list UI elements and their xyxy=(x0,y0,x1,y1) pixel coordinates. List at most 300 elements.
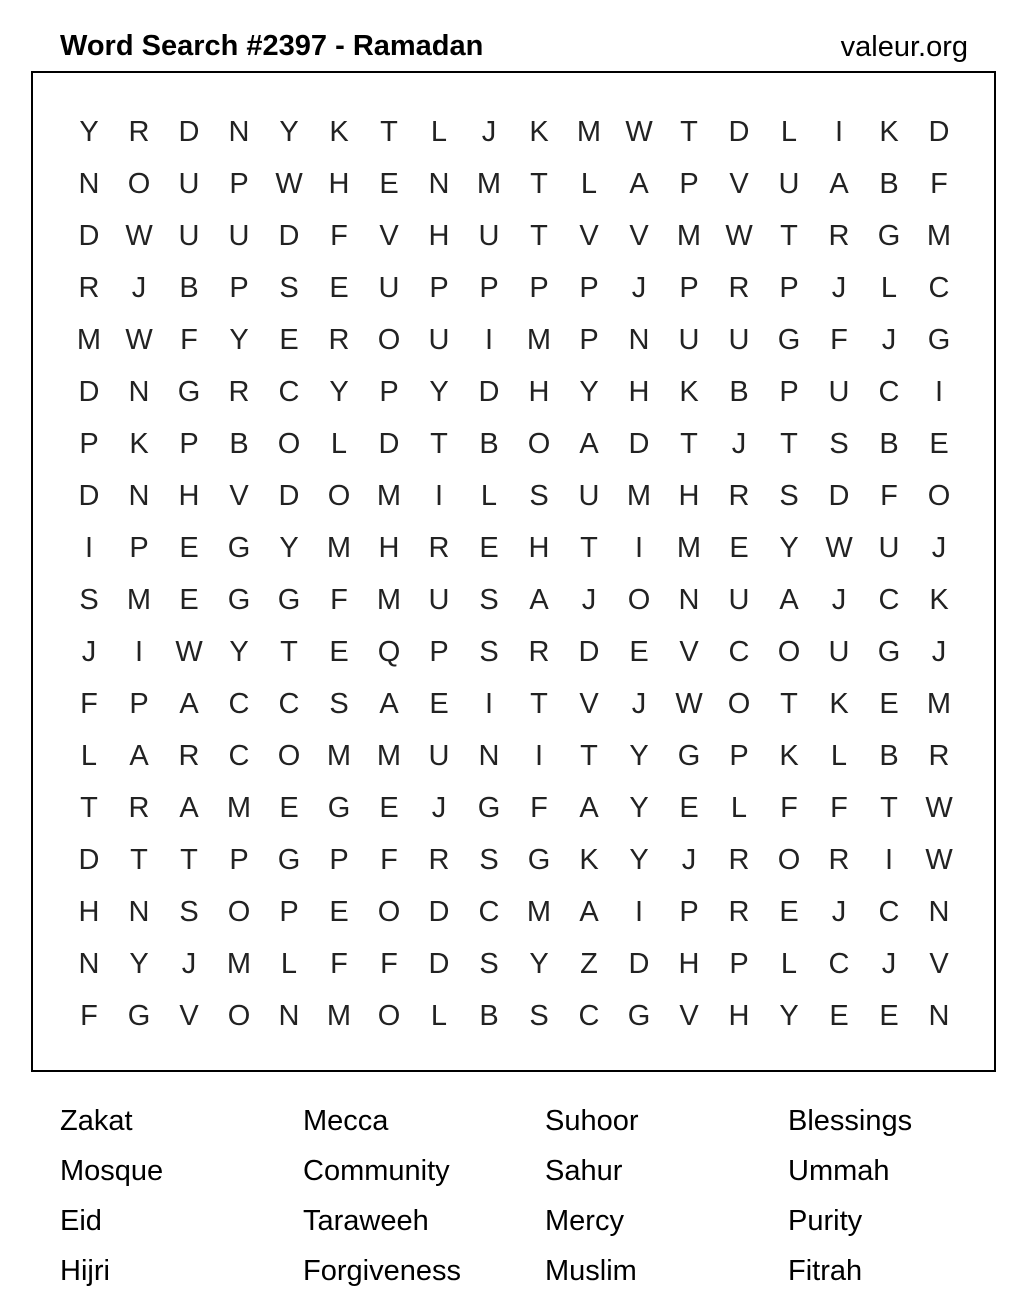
grid-cell[interactable]: F xyxy=(330,220,348,252)
grid-cell[interactable]: Y xyxy=(129,948,149,980)
grid-cell[interactable]: R xyxy=(228,376,250,408)
grid-cell[interactable]: C xyxy=(578,1000,600,1032)
grid-cell[interactable]: T xyxy=(580,532,598,564)
grid-cell[interactable]: K xyxy=(529,116,549,148)
grid-cell[interactable]: O xyxy=(927,480,951,512)
grid-cell[interactable]: Y xyxy=(779,1000,799,1032)
grid-cell[interactable]: S xyxy=(529,480,549,512)
grid-cell[interactable]: F xyxy=(830,792,848,824)
grid-cell[interactable]: W xyxy=(925,792,953,824)
grid-cell[interactable]: M xyxy=(76,324,102,356)
grid-cell[interactable]: W xyxy=(175,636,203,668)
grid-cell[interactable]: L xyxy=(330,428,348,460)
grid-cell[interactable]: G xyxy=(277,584,301,616)
grid-cell[interactable]: C xyxy=(878,896,900,928)
grid-cell[interactable]: E xyxy=(329,896,349,928)
grid-cell[interactable]: F xyxy=(530,792,548,824)
grid-cell[interactable]: R xyxy=(428,844,450,876)
grid-cell[interactable]: N xyxy=(228,116,250,148)
grid-cell[interactable]: S xyxy=(179,896,199,928)
grid-cell[interactable]: N xyxy=(278,1000,300,1032)
grid-cell[interactable]: K xyxy=(929,584,949,616)
grid-cell[interactable]: R xyxy=(528,636,550,668)
grid-cell[interactable]: Y xyxy=(229,324,249,356)
grid-cell[interactable]: L xyxy=(280,948,298,980)
grid-cell[interactable]: H xyxy=(328,168,350,200)
grid-cell[interactable]: C xyxy=(728,636,750,668)
grid-cell[interactable]: O xyxy=(277,740,301,772)
grid-cell[interactable]: C xyxy=(878,376,900,408)
grid-cell[interactable]: O xyxy=(627,584,651,616)
grid-cell[interactable]: J xyxy=(81,636,97,668)
grid-cell[interactable]: S xyxy=(329,688,349,720)
grid-cell[interactable]: U xyxy=(778,168,800,200)
grid-cell[interactable]: E xyxy=(779,896,799,928)
grid-cell[interactable]: T xyxy=(780,428,798,460)
grid-cell[interactable]: J xyxy=(681,844,697,876)
grid-cell[interactable]: W xyxy=(275,168,303,200)
grid-cell[interactable]: V xyxy=(179,1000,199,1032)
grid-cell[interactable]: I xyxy=(84,532,94,564)
grid-cell[interactable]: D xyxy=(278,480,300,512)
grid-cell[interactable]: P xyxy=(429,636,449,668)
grid-cell[interactable]: W xyxy=(125,324,153,356)
grid-cell[interactable]: G xyxy=(777,324,801,356)
grid-cell[interactable]: B xyxy=(229,428,249,460)
grid-cell[interactable]: J xyxy=(831,272,847,304)
grid-cell[interactable]: Q xyxy=(377,636,401,668)
grid-cell[interactable]: D xyxy=(478,376,500,408)
grid-cell[interactable]: K xyxy=(579,844,599,876)
grid-cell[interactable]: F xyxy=(380,844,398,876)
grid-cell[interactable]: N xyxy=(478,740,500,772)
grid-cell[interactable]: D xyxy=(78,376,100,408)
grid-cell[interactable]: O xyxy=(777,636,801,668)
grid-cell[interactable]: P xyxy=(579,272,599,304)
grid-cell[interactable]: A xyxy=(379,688,399,720)
grid-cell[interactable]: O xyxy=(777,844,801,876)
grid-cell[interactable]: E xyxy=(879,1000,899,1032)
grid-cell[interactable]: I xyxy=(634,896,644,928)
grid-cell[interactable]: D xyxy=(828,480,850,512)
grid-cell[interactable]: J xyxy=(931,636,947,668)
grid-cell[interactable]: P xyxy=(779,376,799,408)
grid-cell[interactable]: M xyxy=(226,948,252,980)
grid-cell[interactable]: W xyxy=(625,116,653,148)
grid-cell[interactable]: O xyxy=(377,1000,401,1032)
grid-cell[interactable]: G xyxy=(527,844,551,876)
grid-cell[interactable]: I xyxy=(134,636,144,668)
grid-cell[interactable]: P xyxy=(679,896,699,928)
grid-cell[interactable]: O xyxy=(377,896,401,928)
grid-cell[interactable]: U xyxy=(728,584,750,616)
grid-cell[interactable]: L xyxy=(430,1000,448,1032)
grid-cell[interactable]: G xyxy=(877,220,901,252)
grid-cell[interactable]: D xyxy=(928,116,950,148)
grid-cell[interactable]: N xyxy=(128,480,150,512)
grid-cell[interactable]: V xyxy=(679,1000,699,1032)
grid-cell[interactable]: T xyxy=(530,688,548,720)
grid-cell[interactable]: P xyxy=(229,272,249,304)
grid-cell[interactable]: J xyxy=(731,428,747,460)
grid-cell[interactable]: T xyxy=(530,168,548,200)
grid-cell[interactable]: M xyxy=(676,532,702,564)
grid-cell[interactable]: B xyxy=(479,428,499,460)
grid-cell[interactable]: N xyxy=(128,896,150,928)
grid-cell[interactable]: E xyxy=(179,532,199,564)
grid-cell[interactable]: P xyxy=(229,844,249,876)
grid-cell[interactable]: P xyxy=(579,324,599,356)
grid-cell[interactable]: U xyxy=(828,636,850,668)
grid-cell[interactable]: D xyxy=(78,844,100,876)
grid-cell[interactable]: K xyxy=(329,116,349,148)
grid-cell[interactable]: T xyxy=(780,220,798,252)
grid-cell[interactable]: M xyxy=(226,792,252,824)
grid-cell[interactable]: L xyxy=(580,168,598,200)
grid-cell[interactable]: R xyxy=(728,896,750,928)
grid-cell[interactable]: T xyxy=(580,740,598,772)
grid-cell[interactable]: E xyxy=(729,532,749,564)
grid-cell[interactable]: T xyxy=(680,428,698,460)
grid-cell[interactable]: Y xyxy=(329,376,349,408)
grid-cell[interactable]: R xyxy=(828,844,850,876)
grid-cell[interactable]: P xyxy=(729,948,749,980)
grid-cell[interactable]: P xyxy=(479,272,499,304)
grid-cell[interactable]: G xyxy=(327,792,351,824)
grid-cell[interactable]: A xyxy=(579,792,599,824)
grid-cell[interactable]: J xyxy=(631,688,647,720)
grid-cell[interactable]: Y xyxy=(529,948,549,980)
grid-cell[interactable]: P xyxy=(179,428,199,460)
grid-cell[interactable]: M xyxy=(326,1000,352,1032)
grid-cell[interactable]: L xyxy=(880,272,898,304)
grid-cell[interactable]: T xyxy=(880,792,898,824)
grid-cell[interactable]: P xyxy=(329,844,349,876)
grid-cell[interactable]: B xyxy=(879,740,899,772)
grid-cell[interactable]: Y xyxy=(279,532,299,564)
grid-cell[interactable]: M xyxy=(676,220,702,252)
grid-cell[interactable]: E xyxy=(279,324,299,356)
grid-cell[interactable]: M xyxy=(376,480,402,512)
grid-cell[interactable]: Y xyxy=(229,636,249,668)
grid-cell[interactable]: Y xyxy=(579,376,599,408)
site-link[interactable]: valeur.org xyxy=(840,31,968,63)
grid-cell[interactable]: H xyxy=(428,220,450,252)
grid-cell[interactable]: O xyxy=(527,428,551,460)
grid-cell[interactable]: V xyxy=(679,636,699,668)
grid-cell[interactable]: E xyxy=(379,792,399,824)
grid-cell[interactable]: E xyxy=(879,688,899,720)
grid-cell[interactable]: M xyxy=(326,532,352,564)
grid-cell[interactable]: Y xyxy=(779,532,799,564)
grid-cell[interactable]: O xyxy=(727,688,751,720)
grid-cell[interactable]: R xyxy=(728,480,750,512)
grid-cell[interactable]: N xyxy=(78,168,100,200)
grid-cell[interactable]: C xyxy=(828,948,850,980)
grid-cell[interactable]: R xyxy=(828,220,850,252)
grid-cell[interactable]: U xyxy=(178,168,200,200)
grid-cell[interactable]: B xyxy=(729,376,749,408)
grid-cell[interactable]: A xyxy=(529,584,549,616)
grid-cell[interactable]: S xyxy=(279,272,299,304)
grid-cell[interactable]: C xyxy=(478,896,500,928)
grid-cell[interactable]: E xyxy=(829,1000,849,1032)
grid-cell[interactable]: M xyxy=(376,740,402,772)
grid-cell[interactable]: A xyxy=(829,168,849,200)
grid-cell[interactable]: Y xyxy=(629,740,649,772)
grid-cell[interactable]: E xyxy=(929,428,949,460)
grid-cell[interactable]: D xyxy=(278,220,300,252)
grid-cell[interactable]: P xyxy=(679,168,699,200)
grid-cell[interactable]: E xyxy=(379,168,399,200)
grid-cell[interactable]: U xyxy=(428,324,450,356)
grid-cell[interactable]: B xyxy=(879,428,899,460)
grid-cell[interactable]: S xyxy=(479,844,499,876)
grid-cell[interactable]: H xyxy=(378,532,400,564)
grid-cell[interactable]: R xyxy=(128,792,150,824)
grid-cell[interactable]: R xyxy=(428,532,450,564)
grid-cell[interactable]: L xyxy=(780,948,798,980)
grid-cell[interactable]: J xyxy=(131,272,147,304)
grid-cell[interactable]: D xyxy=(728,116,750,148)
grid-cell[interactable]: F xyxy=(180,324,198,356)
grid-cell[interactable]: T xyxy=(130,844,148,876)
grid-cell[interactable]: H xyxy=(678,948,700,980)
grid-cell[interactable]: U xyxy=(428,740,450,772)
grid-cell[interactable]: O xyxy=(377,324,401,356)
grid-cell[interactable]: N xyxy=(78,948,100,980)
grid-cell[interactable]: D xyxy=(628,948,650,980)
grid-cell[interactable]: J xyxy=(931,532,947,564)
grid-cell[interactable]: V xyxy=(629,220,649,252)
grid-cell[interactable]: Y xyxy=(279,116,299,148)
grid-cell[interactable]: E xyxy=(479,532,499,564)
grid-cell[interactable]: R xyxy=(78,272,100,304)
grid-cell[interactable]: A xyxy=(129,740,149,772)
grid-cell[interactable]: S xyxy=(529,1000,549,1032)
grid-cell[interactable]: M xyxy=(526,324,552,356)
grid-cell[interactable]: G xyxy=(127,1000,151,1032)
grid-cell[interactable]: B xyxy=(879,168,899,200)
grid-cell[interactable]: N xyxy=(928,1000,950,1032)
grid-cell[interactable]: L xyxy=(80,740,98,772)
grid-cell[interactable]: T xyxy=(530,220,548,252)
grid-cell[interactable]: F xyxy=(330,584,348,616)
grid-cell[interactable]: T xyxy=(780,688,798,720)
grid-cell[interactable]: J xyxy=(481,116,497,148)
grid-cell[interactable]: V xyxy=(579,688,599,720)
grid-cell[interactable]: I xyxy=(434,480,444,512)
grid-cell[interactable]: L xyxy=(480,480,498,512)
grid-cell[interactable]: L xyxy=(830,740,848,772)
grid-cell[interactable]: M xyxy=(926,220,952,252)
grid-cell[interactable]: T xyxy=(80,792,98,824)
grid-cell[interactable]: W xyxy=(675,688,703,720)
grid-cell[interactable]: E xyxy=(429,688,449,720)
grid-cell[interactable]: I xyxy=(834,116,844,148)
grid-cell[interactable]: U xyxy=(878,532,900,564)
grid-cell[interactable]: N xyxy=(928,896,950,928)
grid-cell[interactable]: O xyxy=(227,1000,251,1032)
grid-cell[interactable]: M xyxy=(126,584,152,616)
grid-cell[interactable]: F xyxy=(830,324,848,356)
grid-cell[interactable]: V xyxy=(729,168,749,200)
grid-cell[interactable]: D xyxy=(578,636,600,668)
grid-cell[interactable]: U xyxy=(178,220,200,252)
grid-cell[interactable]: F xyxy=(880,480,898,512)
grid-cell[interactable]: Y xyxy=(429,376,449,408)
grid-cell[interactable]: H xyxy=(528,532,550,564)
grid-cell[interactable]: C xyxy=(278,376,300,408)
grid-cell[interactable]: J xyxy=(881,948,897,980)
grid-cell[interactable]: T xyxy=(280,636,298,668)
grid-cell[interactable]: F xyxy=(780,792,798,824)
grid-cell[interactable]: I xyxy=(534,740,544,772)
grid-cell[interactable]: Y xyxy=(79,116,99,148)
grid-cell[interactable]: V xyxy=(379,220,399,252)
grid-cell[interactable]: N xyxy=(678,584,700,616)
grid-cell[interactable]: G xyxy=(677,740,701,772)
grid-cell[interactable]: J xyxy=(181,948,197,980)
grid-cell[interactable]: K xyxy=(129,428,149,460)
grid-cell[interactable]: G xyxy=(477,792,501,824)
grid-cell[interactable]: H xyxy=(78,896,100,928)
grid-cell[interactable]: G xyxy=(177,376,201,408)
grid-cell[interactable]: T xyxy=(680,116,698,148)
grid-cell[interactable]: I xyxy=(934,376,944,408)
grid-cell[interactable]: W xyxy=(725,220,753,252)
grid-cell[interactable]: K xyxy=(879,116,899,148)
grid-cell[interactable]: U xyxy=(428,584,450,616)
grid-cell[interactable]: L xyxy=(730,792,748,824)
grid-cell[interactable]: H xyxy=(528,376,550,408)
grid-cell[interactable]: S xyxy=(779,480,799,512)
grid-cell[interactable]: D xyxy=(428,948,450,980)
grid-cell[interactable]: T xyxy=(430,428,448,460)
grid-cell[interactable]: E xyxy=(629,636,649,668)
grid-cell[interactable]: F xyxy=(330,948,348,980)
grid-cell[interactable]: V xyxy=(929,948,949,980)
grid-cell[interactable]: M xyxy=(576,116,602,148)
grid-cell[interactable]: U xyxy=(578,480,600,512)
grid-cell[interactable]: F xyxy=(380,948,398,980)
grid-cell[interactable]: W xyxy=(925,844,953,876)
grid-cell[interactable]: V xyxy=(229,480,249,512)
grid-cell[interactable]: G xyxy=(927,324,951,356)
grid-cell[interactable]: S xyxy=(479,948,499,980)
grid-cell[interactable]: C xyxy=(228,688,250,720)
grid-cell[interactable]: U xyxy=(228,220,250,252)
grid-cell[interactable]: U xyxy=(728,324,750,356)
grid-cell[interactable]: G xyxy=(277,844,301,876)
grid-cell[interactable]: R xyxy=(728,844,750,876)
grid-cell[interactable]: O xyxy=(227,896,251,928)
grid-cell[interactable]: O xyxy=(127,168,151,200)
grid-cell[interactable]: S xyxy=(479,636,499,668)
grid-cell[interactable]: H xyxy=(628,376,650,408)
grid-cell[interactable]: U xyxy=(678,324,700,356)
grid-cell[interactable]: S xyxy=(479,584,499,616)
grid-cell[interactable]: Z xyxy=(580,948,598,980)
grid-cell[interactable]: N xyxy=(128,376,150,408)
grid-cell[interactable]: K xyxy=(679,376,699,408)
grid-cell[interactable]: B xyxy=(479,1000,499,1032)
grid-cell[interactable]: P xyxy=(779,272,799,304)
grid-cell[interactable]: N xyxy=(628,324,650,356)
grid-cell[interactable]: D xyxy=(78,480,100,512)
grid-cell[interactable]: L xyxy=(780,116,798,148)
grid-cell[interactable]: H xyxy=(678,480,700,512)
grid-cell[interactable]: E xyxy=(679,792,699,824)
grid-cell[interactable]: R xyxy=(728,272,750,304)
grid-cell[interactable]: J xyxy=(631,272,647,304)
grid-cell[interactable]: E xyxy=(329,272,349,304)
grid-cell[interactable]: J xyxy=(831,584,847,616)
grid-cell[interactable]: T xyxy=(380,116,398,148)
grid-cell[interactable]: O xyxy=(327,480,351,512)
grid-cell[interactable]: U xyxy=(378,272,400,304)
grid-cell[interactable]: P xyxy=(679,272,699,304)
grid-cell[interactable]: A xyxy=(579,428,599,460)
grid-cell[interactable]: I xyxy=(484,688,494,720)
grid-cell[interactable]: S xyxy=(79,584,99,616)
grid-cell[interactable]: P xyxy=(229,168,249,200)
grid-cell[interactable]: E xyxy=(329,636,349,668)
grid-cell[interactable]: G xyxy=(627,1000,651,1032)
grid-cell[interactable]: H xyxy=(178,480,200,512)
grid-cell[interactable]: D xyxy=(628,428,650,460)
grid-cell[interactable]: F xyxy=(80,1000,98,1032)
grid-cell[interactable]: T xyxy=(180,844,198,876)
grid-cell[interactable]: H xyxy=(728,1000,750,1032)
grid-cell[interactable]: P xyxy=(79,428,99,460)
grid-cell[interactable]: G xyxy=(227,532,251,564)
grid-cell[interactable]: R xyxy=(128,116,150,148)
grid-cell[interactable]: D xyxy=(78,220,100,252)
grid-cell[interactable]: I xyxy=(634,532,644,564)
grid-cell[interactable]: C xyxy=(228,740,250,772)
grid-cell[interactable]: J xyxy=(881,324,897,356)
grid-cell[interactable]: R xyxy=(178,740,200,772)
grid-cell[interactable]: P xyxy=(429,272,449,304)
grid-cell[interactable]: R xyxy=(328,324,350,356)
grid-cell[interactable]: C xyxy=(928,272,950,304)
grid-cell[interactable]: W xyxy=(825,532,853,564)
grid-cell[interactable]: M xyxy=(476,168,502,200)
grid-cell[interactable]: I xyxy=(484,324,494,356)
grid-cell[interactable]: J xyxy=(831,896,847,928)
grid-cell[interactable]: U xyxy=(478,220,500,252)
grid-cell[interactable]: P xyxy=(729,740,749,772)
grid-cell[interactable]: E xyxy=(279,792,299,824)
grid-cell[interactable]: V xyxy=(579,220,599,252)
grid-cell[interactable]: P xyxy=(379,376,399,408)
grid-cell[interactable]: P xyxy=(129,688,149,720)
grid-cell[interactable]: J xyxy=(581,584,597,616)
grid-cell[interactable]: N xyxy=(428,168,450,200)
grid-cell[interactable]: A xyxy=(779,584,799,616)
grid-cell[interactable]: A xyxy=(179,792,199,824)
grid-cell[interactable]: M xyxy=(326,740,352,772)
grid-cell[interactable]: E xyxy=(179,584,199,616)
grid-cell[interactable]: D xyxy=(178,116,200,148)
grid-cell[interactable]: M xyxy=(626,480,652,512)
grid-cell[interactable]: M xyxy=(376,584,402,616)
grid-cell[interactable]: P xyxy=(279,896,299,928)
grid-cell[interactable]: Y xyxy=(629,844,649,876)
grid-cell[interactable]: G xyxy=(227,584,251,616)
grid-cell[interactable]: J xyxy=(431,792,447,824)
